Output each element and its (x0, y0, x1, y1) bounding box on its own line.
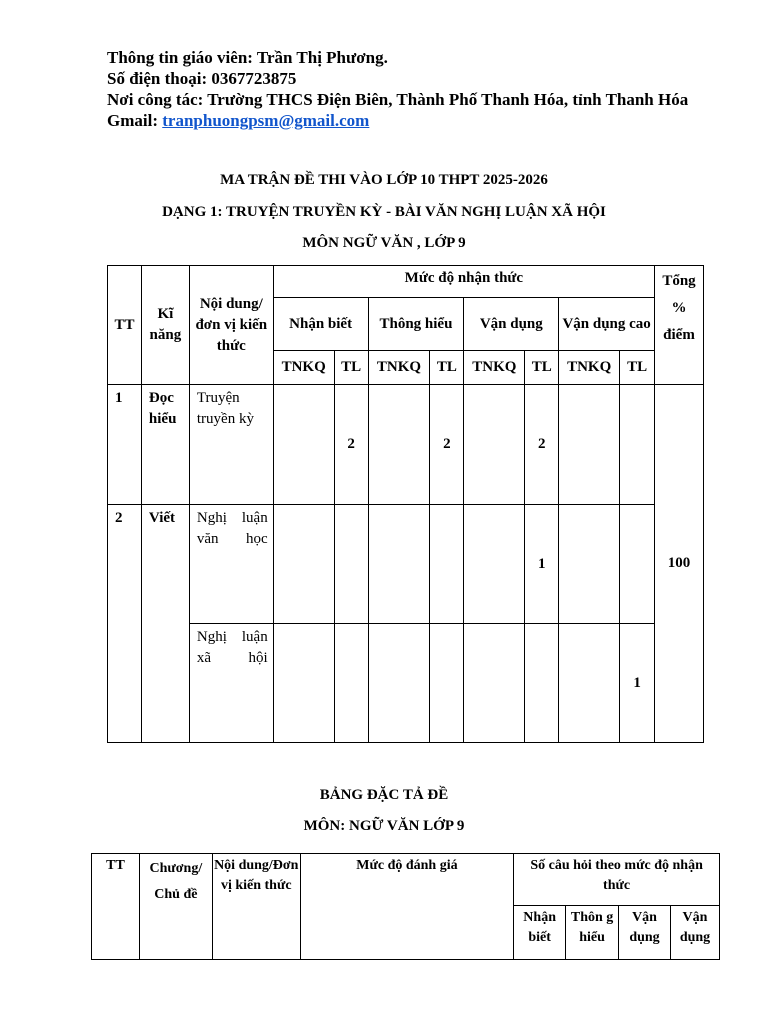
cell-th-tl (430, 624, 464, 743)
header-content: Nội dung/đơn vị kiến thức (189, 266, 273, 385)
spec-header-eval: Mức độ đánh giá (300, 854, 513, 960)
sub-tl: TL (334, 351, 368, 385)
spec-level-van-dung-cao: Vận dụng (670, 906, 719, 960)
row-content: Nghị luận văn học (189, 505, 273, 624)
teacher-phone: 0367723875 (211, 69, 297, 88)
level-nhan-biet: Nhận biết (273, 298, 368, 351)
spec-level-thong-hieu: Thôn g hiểu (566, 906, 619, 960)
email-link[interactable]: tranphuongpsm@gmail.com (162, 111, 370, 130)
teacher-phone-line: Số điện thoại: 0367723875 (107, 69, 297, 88)
matrix-subject: MÔN NGỮ VĂN , LỚP 9 (302, 235, 466, 251)
cell-vd-tl: 2 (525, 385, 559, 505)
row-tt: 2 (108, 505, 142, 743)
total-value: 100 (655, 385, 704, 743)
spec-subtitle: MÔN: NGỮ VĂN LỚP 9 (303, 818, 465, 834)
row-skill: Đọc hiểu (141, 385, 189, 505)
cell-vdc-tl (620, 505, 655, 624)
sub-tl: TL (430, 351, 464, 385)
sub-tnkq: TNKQ (464, 351, 525, 385)
spec-header-count: Số câu hỏi theo mức độ nhận thức (514, 854, 720, 906)
teacher-workplace: Trường THCS Điện Biên, Thành Phố Thanh Hóa, tỉnh Thanh Hóa (207, 90, 689, 109)
matrix-title: MA TRẬN ĐỀ THI VÀO LỚP 10 THPT 2025-2026 (220, 172, 548, 188)
cell-vdc-tl (620, 385, 655, 505)
teacher-work-line: Nơi công tác: Trường THCS Điện Biên, Thành Phố Thanh Hóa, tỉnh Thanh Hóa (107, 90, 689, 109)
sub-tnkq: TNKQ (559, 351, 620, 385)
table-row (108, 505, 704, 624)
level-van-dung: Vận dụng (464, 298, 559, 351)
spec-table (91, 853, 720, 960)
spec-header-chapter: Chương/ Chủ đề (139, 854, 212, 960)
header-level: Mức độ nhận thức (273, 266, 654, 298)
cell-nb-tl (334, 624, 368, 743)
sub-tl: TL (525, 351, 559, 385)
row-content: Nghị luận xã hội (189, 624, 273, 743)
cell-th-tl: 2 (430, 385, 464, 505)
header-tt: TT (108, 266, 142, 385)
cell-vd-tl: 1 (525, 505, 559, 624)
header-skill: Kĩ năng (141, 266, 189, 385)
spec-header-content: Nội dung/Đơn vị kiến thức (212, 854, 300, 960)
exam-matrix-table (107, 265, 704, 743)
table-row (108, 385, 704, 505)
spec-level-nhan-biet: Nhận biết (514, 906, 566, 960)
matrix-subtitle: DẠNG 1: TRUYỆN TRUYỀN KỲ - BÀI VĂN NGHỊ LUẬN XÃ HỘI (162, 204, 606, 220)
cell-nb-tl (334, 505, 368, 624)
row-content: Truyện truyền kỳ (189, 385, 273, 505)
level-van-dung-cao: Vận dụng cao (559, 298, 655, 351)
cell-vd-tl (525, 624, 559, 743)
spec-title: BẢNG ĐẶC TẢ ĐỀ (319, 787, 449, 803)
teacher-name: Trần Thị Phương. (256, 48, 388, 67)
table-row (108, 624, 704, 743)
spec-level-van-dung: Vận dụng (619, 906, 671, 960)
cell-th-tl (430, 505, 464, 624)
cell-nb-tl: 2 (334, 385, 368, 505)
header-total: Tổng % điểm (655, 266, 704, 385)
teacher-info (107, 47, 697, 131)
row-tt: 1 (108, 385, 142, 505)
cell-vdc-tl: 1 (620, 624, 655, 743)
sub-tnkq: TNKQ (273, 351, 334, 385)
spec-header-tt: TT (92, 854, 140, 960)
teacher-name-line: Thông tin giáo viên: Trần Thị Phương. (107, 48, 388, 67)
sub-tl: TL (620, 351, 655, 385)
row-skill: Viết (141, 505, 189, 743)
level-thong-hieu: Thông hiểu (368, 298, 464, 351)
teacher-gmail-line: Gmail: tranphuongpsm@gmail.com (107, 111, 370, 130)
sub-tnkq: TNKQ (368, 351, 430, 385)
